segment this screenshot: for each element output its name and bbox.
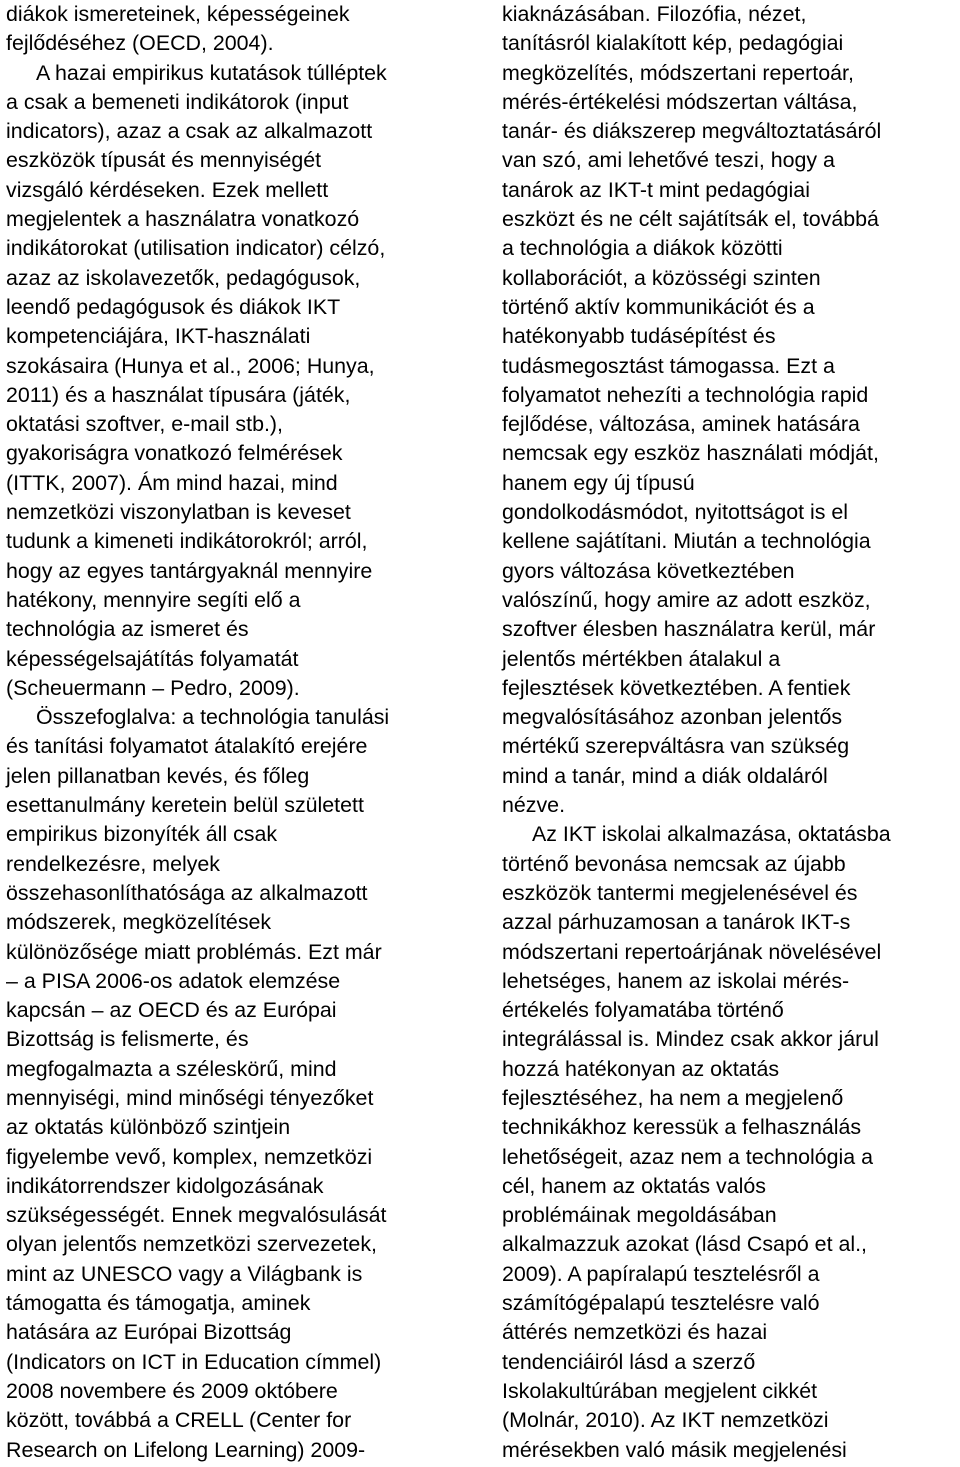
- text-line: szoftver élesben használatra kerül, már: [502, 617, 876, 642]
- text-line: értékelés folyamatába történő: [502, 998, 784, 1023]
- text-line: azaz az iskolavezetők, pedagógusok,: [6, 265, 361, 290]
- left-text-column: [6, 0, 456, 1465]
- text-line: 2011) és a használat típusára (játék,: [6, 382, 351, 407]
- text-line: oktatási szoftver, e-mail stb.),: [6, 412, 283, 437]
- text-line: módszerek, megközelítések: [6, 910, 272, 935]
- text-line: valószínű, hogy amire az adott eszköz,: [502, 587, 871, 612]
- text-line: között, továbbá a CRELL (Center for: [6, 1408, 352, 1433]
- text-line: számítógépalapú tesztelésre való: [502, 1291, 820, 1316]
- text-line: (Scheuermann – Pedro, 2009).: [6, 675, 300, 700]
- right-text-column: [502, 0, 952, 1465]
- text-line: van szó, ami lehetővé teszi, hogy a: [502, 148, 835, 173]
- text-line: (Molnár, 2010). Az IKT nemzetközi: [502, 1408, 829, 1433]
- text-line: tanár- és diákszerep megváltoztatásáról: [502, 119, 882, 144]
- text-line: fejlesztések következtében. A fentiek: [502, 675, 851, 700]
- text-line: hatékonyabb tudásépítést és: [502, 324, 776, 349]
- text-line: technológia az ismeret és: [6, 617, 249, 642]
- text-line: tanításról kialakított kép, pedagógiai: [502, 31, 844, 56]
- text-line: gyakoriságra vonatkozó felmérések: [6, 441, 343, 466]
- text-line: Iskolakultúrában megjelent cikkét: [502, 1378, 818, 1403]
- text-line: szükségességét. Ennek megvalósulását: [6, 1203, 387, 1228]
- text-line: tendenciáiról lásd a szerző: [502, 1349, 756, 1374]
- text-line: 2009). A papíralapú tesztelésről a: [502, 1261, 820, 1286]
- text-line: alkalmazzuk azokat (lásd Csapó et al.,: [502, 1232, 867, 1257]
- text-line: összehasonlíthatósága az alkalmazott: [6, 880, 368, 905]
- text-line: szokásaira (Hunya et al., 2006; Hunya,: [6, 353, 375, 378]
- text-line: mint az UNESCO vagy a Világbank is: [6, 1261, 363, 1286]
- text-line: hatására az Európai Bizottság: [6, 1320, 292, 1345]
- text-line: a technológia a diákok közötti: [502, 236, 783, 261]
- text-line: kollaborációt, a közösségi szinten: [502, 265, 821, 290]
- text-line: (ITTK, 2007). Ám mind hazai, mind: [6, 470, 338, 495]
- paragraph-start-line: A hazai empirikus kutatások túlléptek: [36, 60, 387, 85]
- text-line: mértékű szerepváltásra van szükség: [502, 734, 850, 759]
- text-line: mérésekben való másik megjelenési: [502, 1437, 847, 1462]
- text-line: lehetséges, hanem az iskolai mérés-: [502, 968, 850, 993]
- text-line: módszertani repertoárjának növelésével: [502, 939, 882, 964]
- text-line: történő bevonása nemcsak az újabb: [502, 851, 846, 876]
- text-line: hanem egy új típusú: [502, 470, 695, 495]
- paragraph-start-line: Az IKT iskolai alkalmazása, oktatásba: [532, 822, 891, 847]
- text-line: hatékony, mennyire segíti elő a: [6, 587, 301, 612]
- text-line: (Indicators on ICT in Education címmel): [6, 1349, 382, 1374]
- text-line: megfogalmazta a széleskörű, mind: [6, 1056, 337, 1081]
- text-line: technikákhoz keressük a felhasználás: [502, 1115, 862, 1140]
- text-line: Research on Lifelong Learning) 2009-: [6, 1437, 366, 1462]
- text-line: jelentős mértékben átalakul a: [502, 646, 781, 671]
- text-line: tanárok az IKT-t mint pedagógiai: [502, 177, 810, 202]
- text-line: kiaknázásában. Filozófia, nézet,: [502, 2, 807, 26]
- text-line: tudásmegosztást támogassa. Ezt a: [502, 353, 835, 378]
- text-line: hogy az egyes tantárgyaknál mennyire: [6, 558, 373, 583]
- paragraph-start-line: Összefoglalva: a technológia tanulási: [36, 705, 390, 730]
- text-line: diákok ismereteinek, képességeinek: [6, 2, 350, 26]
- text-line: megjelentek a használatra vonatkozó: [6, 207, 360, 232]
- text-line: nemcsak egy eszköz használati módját,: [502, 441, 879, 466]
- text-line: olyan jelentős nemzetközi szervezetek,: [6, 1232, 377, 1257]
- text-line: fejlesztéséhez, ha nem a megjelenő: [502, 1085, 844, 1110]
- text-line: vizsgáló kérdéseken. Ezek mellett: [6, 177, 329, 202]
- text-line: támogatta és támogatja, aminek: [6, 1291, 311, 1316]
- text-line: kellene sajátítani. Miután a technológia: [502, 529, 871, 554]
- text-line: történő aktív kommunikációt és a: [502, 294, 815, 319]
- text-line: cél, hanem az oktatás valós: [502, 1173, 766, 1198]
- text-line: kapcsán – az OECD és az Európai: [6, 998, 337, 1023]
- text-line: képességelsajátítás folyamatát: [6, 646, 299, 671]
- text-line: tudunk a kimeneti indikátorokról; arról,: [6, 529, 368, 554]
- text-line: 2008 novembere és 2009 októbere: [6, 1378, 338, 1403]
- text-line: fejlődéséhez (OECD, 2004).: [6, 31, 274, 56]
- text-line: rendelkezésre, melyek: [6, 851, 221, 876]
- text-line: folyamatot nehezíti a technológia rapid: [502, 382, 869, 407]
- text-line: jelen pillanatban kevés, és főleg: [6, 763, 310, 788]
- text-line: indikátorokat (utilisation indicator) célzó,: [6, 236, 386, 261]
- text-line: a csak a bemeneti indikátorok (input: [6, 89, 349, 114]
- text-line: indikátorrendszer kidolgozásának: [6, 1173, 324, 1198]
- text-line: Bizottság is felismerte, és: [6, 1027, 249, 1052]
- text-line: nézve.: [502, 793, 566, 818]
- text-line: empirikus bizonyíték áll csak: [6, 822, 278, 847]
- text-line: indicators), azaz a csak az alkalmazott: [6, 119, 373, 144]
- text-line: eszközök tantermi megjelenésével és: [502, 880, 858, 905]
- text-line: különözősége miatt problémás. Ezt már: [6, 939, 382, 964]
- text-line: eszközt és ne célt sajátítsák el, továbbá: [502, 207, 879, 232]
- text-line: fejlődése, változása, aminek hatására: [502, 412, 860, 437]
- text-line: és tanítási folyamatot átalakító erejére: [6, 734, 368, 759]
- text-line: áttérés nemzetközi és hazai: [502, 1320, 768, 1345]
- text-line: hozzá hatékonyan az oktatás: [502, 1056, 780, 1081]
- text-line: gyors változása következtében: [502, 558, 795, 583]
- text-line: esettanulmány keretein belül született: [6, 793, 364, 818]
- text-line: integrálással is. Mindez csak akkor járul: [502, 1027, 879, 1052]
- text-line: nemzetközi viszonylatban is keveset: [6, 500, 351, 525]
- text-line: az oktatás különböző szintjein: [6, 1115, 291, 1140]
- text-line: lehetőségeit, azaz nem a technológia a: [502, 1144, 874, 1169]
- text-line: azzal párhuzamosan a tanárok IKT-s: [502, 910, 851, 935]
- text-line: eszközök típusát és mennyiségét: [6, 148, 322, 173]
- text-line: problémáinak megoldásában: [502, 1203, 777, 1228]
- text-line: megvalósításához azonban jelentős: [502, 705, 843, 730]
- text-line: megközelítés, módszertani repertoár,: [502, 60, 854, 85]
- text-line: mennyiségi, mind minőségi tényezőket: [6, 1085, 374, 1110]
- text-line: kompetenciájára, IKT-használati: [6, 324, 311, 349]
- text-line: – a PISA 2006-os adatok elemzése: [6, 968, 341, 993]
- text-line: mind a tanár, mind a diák oldaláról: [502, 763, 828, 788]
- text-line: figyelembe vevő, komplex, nemzetközi: [6, 1144, 373, 1169]
- text-line: leendő pedagógusok és diákok IKT: [6, 294, 341, 319]
- text-line: mérés-értékelési módszertan váltása,: [502, 89, 858, 114]
- text-line: gondolkodásmódot, nyitottságot is el: [502, 500, 849, 525]
